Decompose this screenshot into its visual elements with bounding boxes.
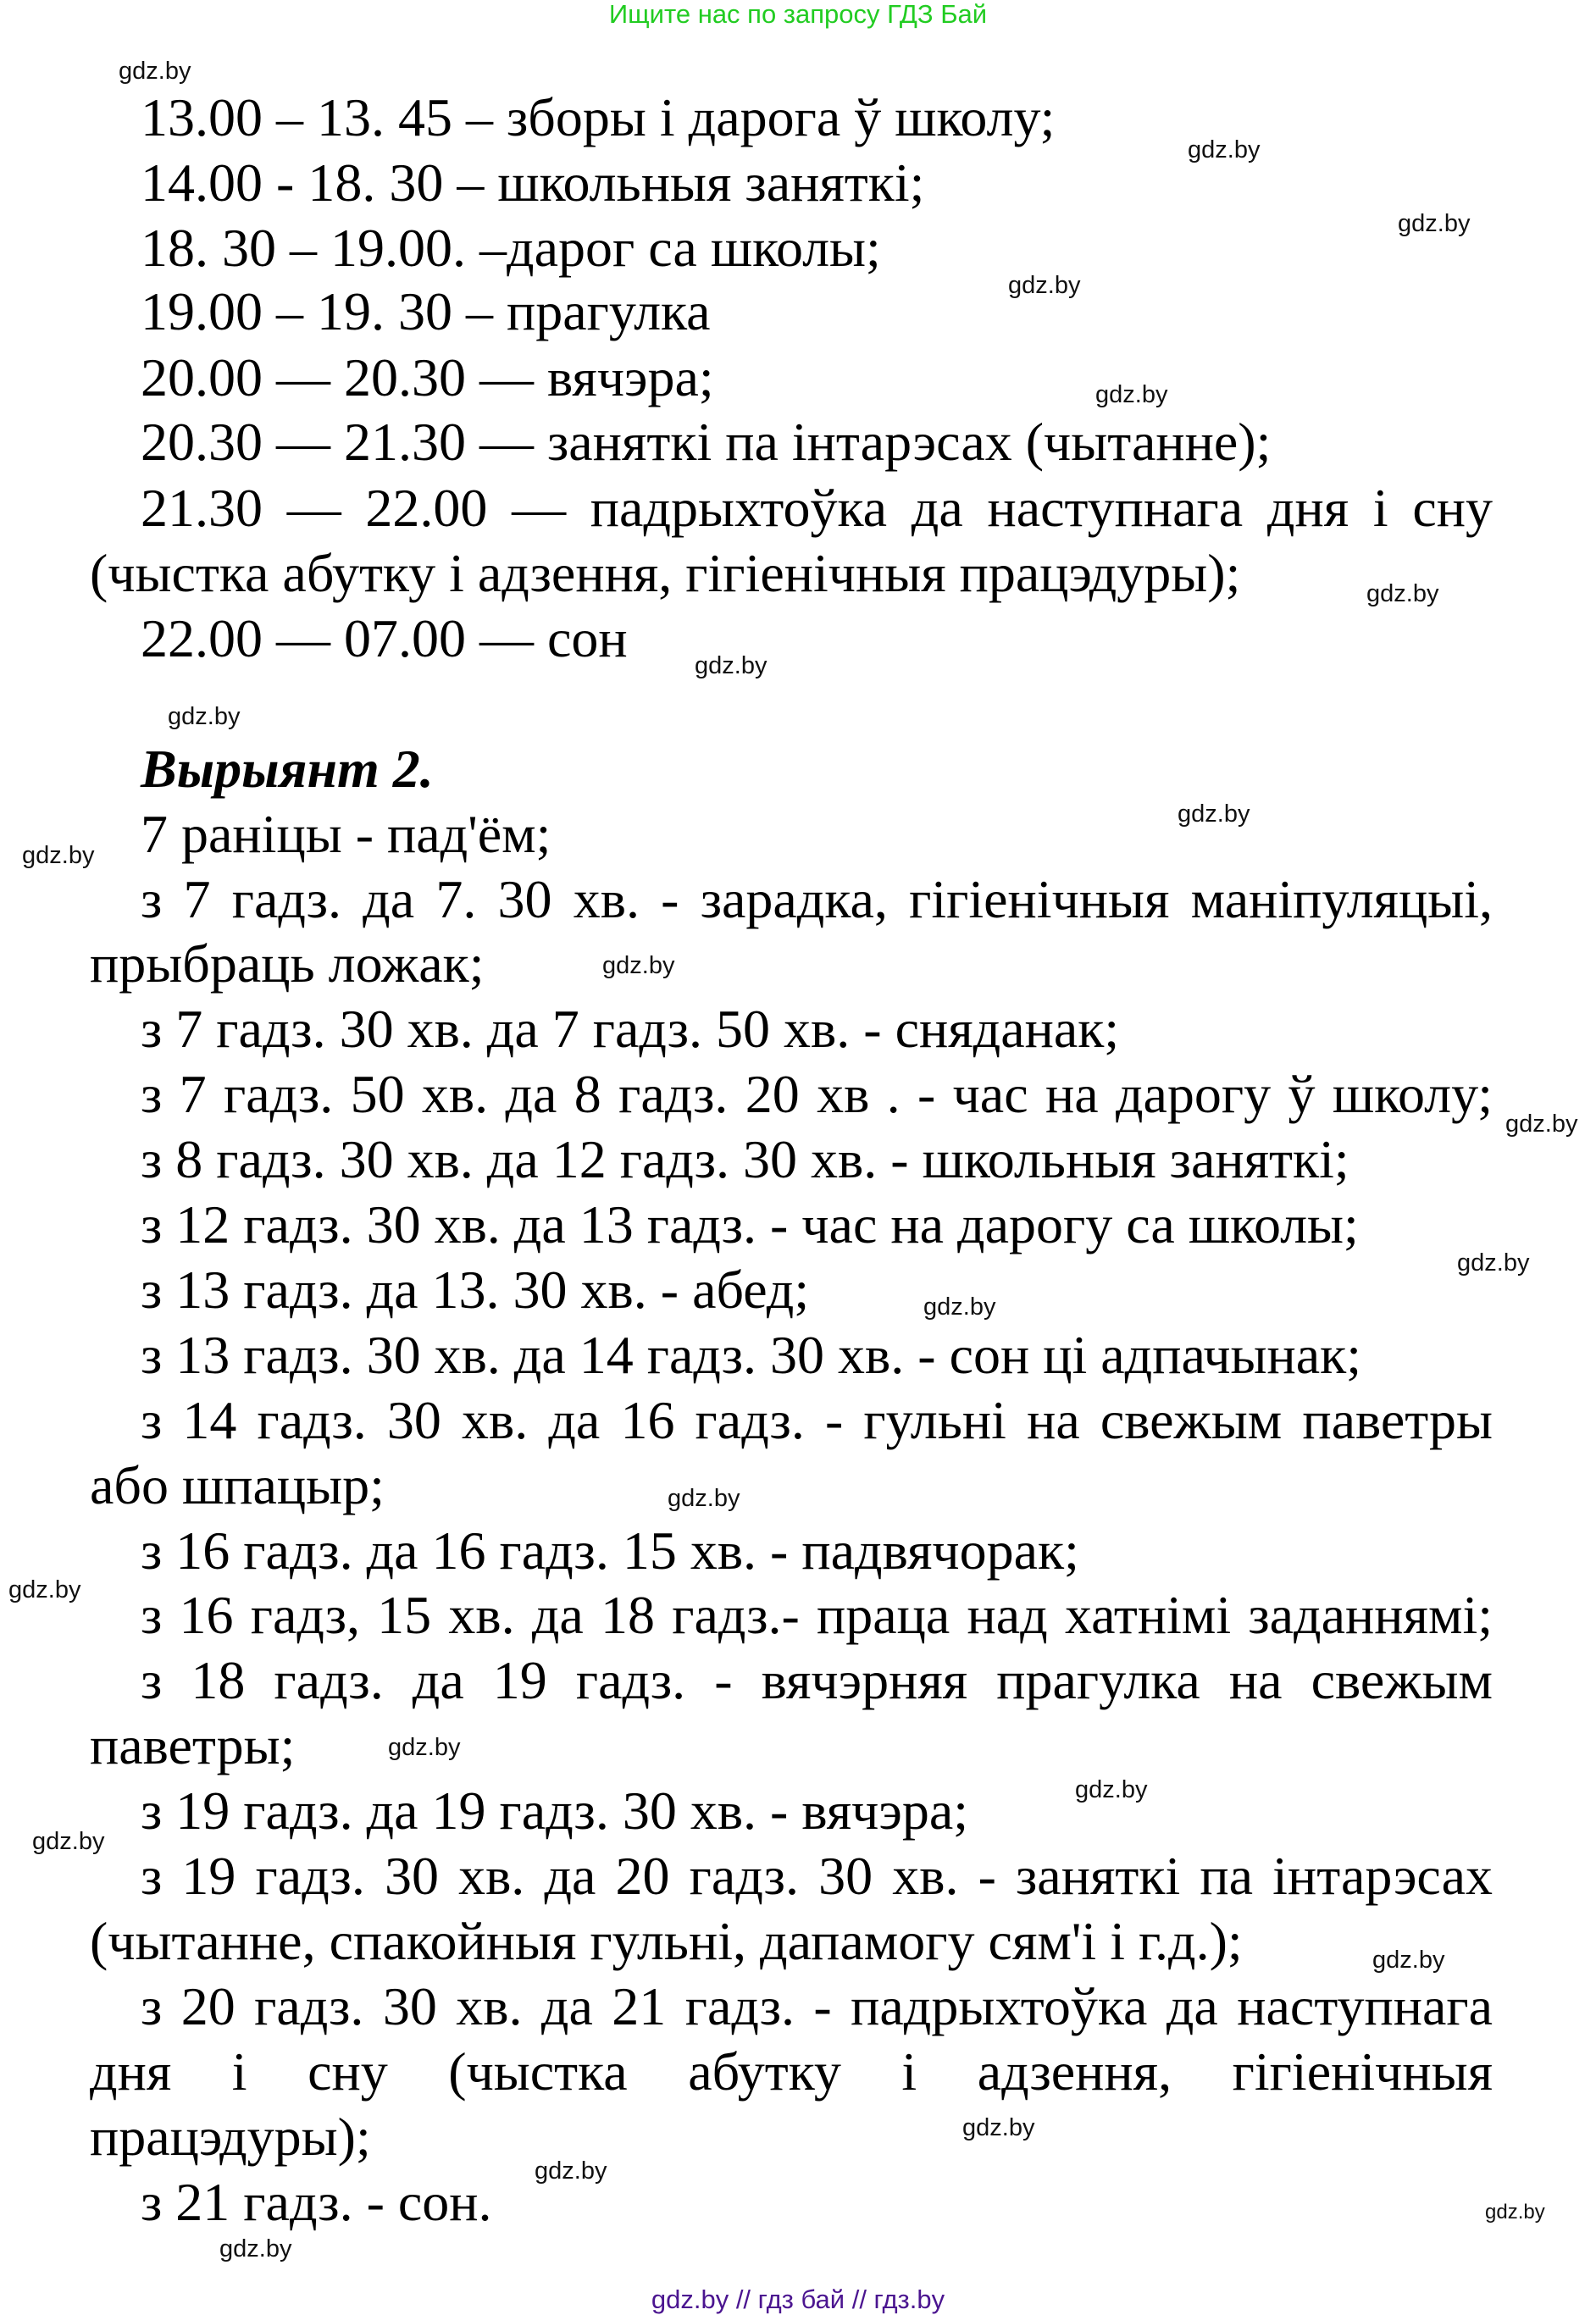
watermark: gdz.by	[962, 2114, 1035, 2141]
text-line: з 19 гадз. 30 хв. да 20 гадз. 30 хв. - заняткі па інтарэсах	[141, 1846, 1493, 1906]
text-line: 14.00 - 18. 30 – школьныя заняткі;	[141, 152, 925, 213]
text-line: з 18 гадз. да 19 гадз. - вячэрняя прагулка на свежым	[141, 1650, 1493, 1710]
footer-banner: gdz.by // гдз бай // гдз.by	[651, 2285, 945, 2314]
watermark: gdz.by	[388, 1734, 461, 1761]
watermark: gdz.by	[8, 1576, 81, 1603]
text-line: (чыстка абутку і адзення, гігіенічныя працэдуры);	[90, 543, 1241, 603]
text-line: з 7 гадз. да 7. 30 хв. - зарадка, гігіенічныя маніпуляцыі,	[141, 869, 1493, 929]
header-banner: Ищите нас по запросу ГДЗ Бай	[608, 0, 988, 29]
text-line: з 8 гадз. 30 хв. да 12 гадз. 30 хв. - школьныя заняткі;	[141, 1129, 1349, 1189]
text-line: 18. 30 – 19.00. –дарог са школы;	[141, 218, 881, 278]
text-line: з 19 гадз. да 19 гадз. 30 хв. - вячэра;	[141, 1781, 968, 1841]
watermark: gdz.by	[168, 703, 241, 730]
watermark: gdz.by	[1372, 1947, 1445, 1974]
watermark: gdz.by	[1008, 272, 1081, 299]
text-line: 20.30 — 21.30 — заняткі па інтарэсах (чытанне);	[141, 412, 1272, 472]
watermark: gdz.by	[535, 2157, 607, 2185]
text-line: з 21 гадз. - сон.	[141, 2172, 492, 2232]
section-heading: Вырыянт 2.	[141, 739, 434, 799]
text-line: з 7 гадз. 50 хв. да 8 гадз. 20 хв . - час на дарогу ў школу;	[141, 1064, 1493, 1124]
watermark: gdz.by	[119, 58, 191, 85]
watermark: gdz.by	[1075, 1776, 1148, 1803]
watermark: gdz.by	[22, 842, 95, 869]
text-line: прыбраць ложак;	[90, 933, 485, 994]
text-line: з 12 гадз. 30 хв. да 13 гадз. - час на дарогу са школы;	[141, 1194, 1359, 1254]
watermark: gdz.by	[32, 1828, 105, 1855]
text-line: з 14 гадз. 30 хв. да 16 гадз. - гульні на свежым паветры	[141, 1390, 1493, 1450]
watermark: gdz.by	[1178, 800, 1250, 828]
text-line: з 20 гадз. 30 хв. да 21 гадз. - падрыхтоўка да наступнага	[141, 1976, 1493, 2036]
text-line: (чытанне, спакойныя гульні, дапамогу сям'і і г.д.);	[90, 1911, 1243, 1971]
text-line: 13.00 – 13. 45 – зборы і дарога ў школу;	[141, 87, 1056, 147]
text-line: або шпацыр;	[90, 1455, 385, 1515]
watermark: gdz.by	[1188, 136, 1261, 163]
watermark: gdz.by	[1398, 210, 1471, 237]
watermark: gdz.by	[602, 952, 675, 979]
watermark: gdz.by	[1457, 1249, 1530, 1277]
text-line: 7 раніцы - пад'ём;	[141, 804, 551, 864]
text-line: з 7 гадз. 30 хв. да 7 гадз. 50 хв. - сняданак;	[141, 999, 1120, 1059]
watermark: gdz.by	[695, 652, 768, 679]
text-line: 19.00 – 19. 30 – прагулка	[141, 281, 711, 341]
watermark: gdz.by	[1505, 1110, 1578, 1138]
text-line: з 16 гадз. да 16 гадз. 15 хв. - падвячорак;	[141, 1520, 1079, 1581]
text-line: з 13 гадз. 30 хв. да 14 гадз. 30 хв. - сон ці адпачынак;	[141, 1325, 1362, 1385]
text-line: 20.00 — 20.30 — вячэра;	[141, 347, 714, 407]
watermark: gdz.by	[1485, 2201, 1545, 2224]
watermark: gdz.by	[668, 1485, 740, 1512]
text-line: дня і сну (чыстка абутку і адзення, гігіенічныя	[90, 2041, 1493, 2102]
watermark: gdz.by	[923, 1293, 996, 1321]
watermark: gdz.by	[219, 2235, 292, 2262]
text-line: 22.00 — 07.00 — сон	[141, 608, 628, 668]
watermark: gdz.by	[1095, 381, 1168, 408]
text-line: з 16 гадз, 15 хв. да 18 гадз.- праца над хатнімі заданнямі;	[141, 1585, 1493, 1645]
text-line: паветры;	[90, 1715, 296, 1775]
watermark: gdz.by	[1366, 580, 1439, 607]
text-line: з 13 гадз. да 13. 30 хв. - абед;	[141, 1260, 810, 1320]
text-line: 21.30 — 22.00 — падрыхтоўка да наступнага дня і сну	[141, 478, 1493, 538]
text-line: працэдуры);	[90, 2107, 371, 2167]
